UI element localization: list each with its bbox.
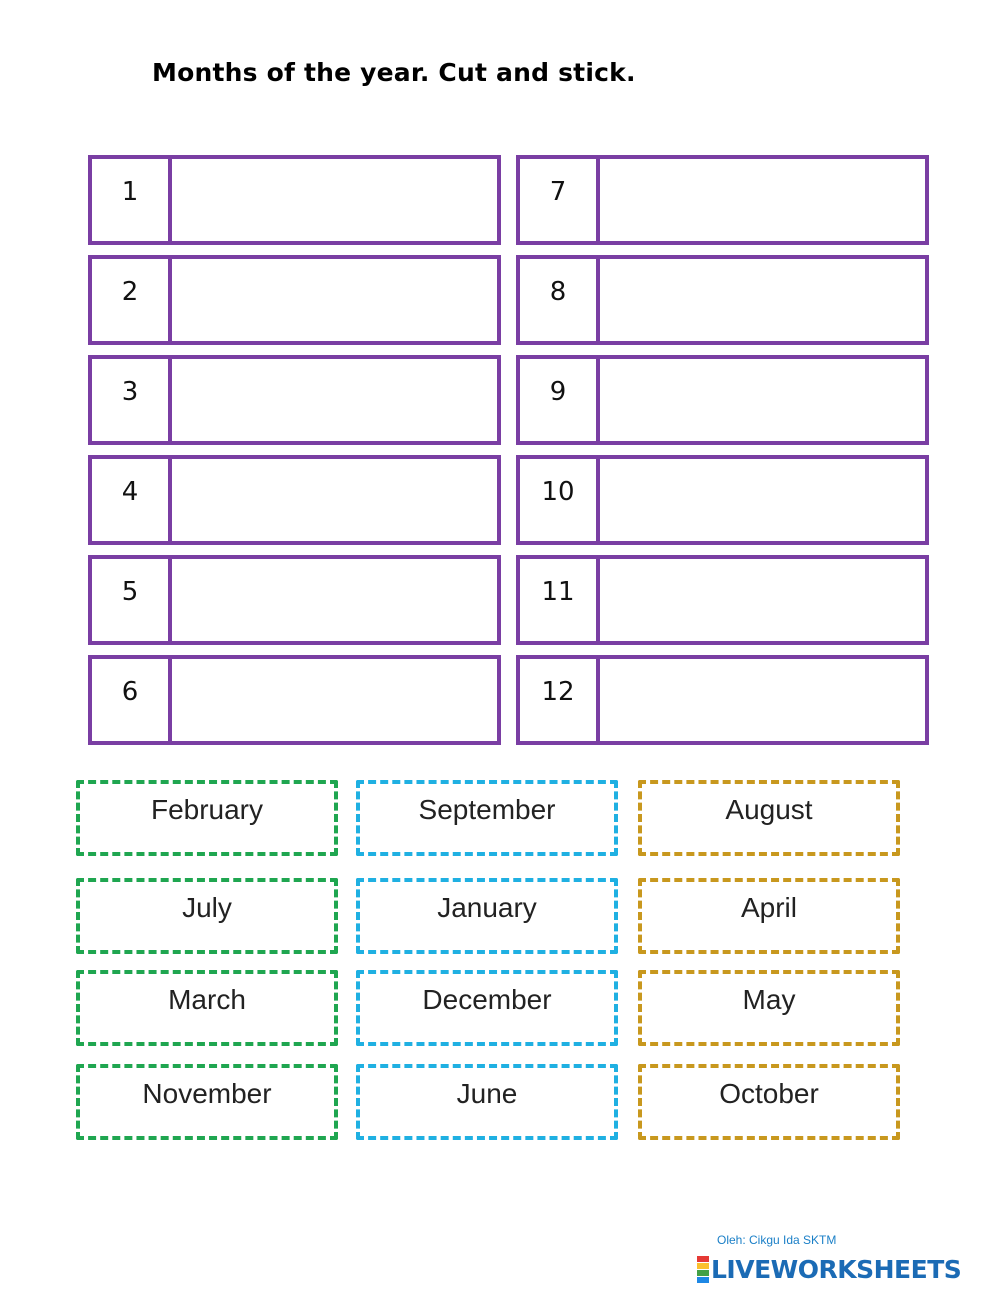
slot-number: 6 — [92, 659, 172, 741]
author-credit: Oleh: Cikgu Ida SKTM — [717, 1233, 837, 1247]
month-slot-10 — [516, 455, 929, 545]
slot-answer-area[interactable] — [600, 159, 925, 241]
month-slot-5 — [88, 555, 501, 645]
month-slot-7 — [516, 155, 929, 245]
month-slot-8 — [516, 255, 929, 345]
month-card-july[interactable]: July — [76, 878, 338, 954]
month-cards — [76, 780, 906, 1145]
slot-answer-area[interactable] — [172, 359, 497, 441]
month-slot-9 — [516, 355, 929, 445]
month-card-november[interactable]: November — [76, 1064, 338, 1140]
brand-name: LIVEWORKSHEETS — [711, 1254, 962, 1284]
slot-number: 2 — [92, 259, 172, 341]
month-card-december[interactable]: December — [356, 970, 618, 1046]
month-card-march[interactable]: March — [76, 970, 338, 1046]
slot-answer-area[interactable] — [600, 559, 925, 641]
slot-answer-area[interactable] — [172, 259, 497, 341]
slot-answer-area[interactable] — [600, 359, 925, 441]
slot-number: 10 — [520, 459, 600, 541]
slot-number: 3 — [92, 359, 172, 441]
liveworksheets-logo — [697, 1254, 961, 1284]
month-slot-6 — [88, 655, 501, 745]
slot-number: 12 — [520, 659, 600, 741]
logo-blocks-icon — [697, 1256, 709, 1283]
month-slot-3 — [88, 355, 501, 445]
slot-answer-area[interactable] — [600, 259, 925, 341]
slot-number: 7 — [520, 159, 600, 241]
month-card-june[interactable]: June — [356, 1064, 618, 1140]
slots-right-column — [516, 155, 929, 755]
slot-answer-area[interactable] — [600, 459, 925, 541]
month-card-may[interactable]: May — [638, 970, 900, 1046]
month-slot-12 — [516, 655, 929, 745]
slot-number: 11 — [520, 559, 600, 641]
slot-number: 8 — [520, 259, 600, 341]
slot-answer-area[interactable] — [172, 159, 497, 241]
month-slot-4 — [88, 455, 501, 545]
slot-number: 4 — [92, 459, 172, 541]
page-title: Months of the year. Cut and stick. — [152, 58, 636, 87]
month-card-august[interactable]: August — [638, 780, 900, 856]
slot-number: 9 — [520, 359, 600, 441]
month-card-january[interactable]: January — [356, 878, 618, 954]
month-card-october[interactable]: October — [638, 1064, 900, 1140]
slot-answer-area[interactable] — [600, 659, 925, 741]
month-slot-1 — [88, 155, 501, 245]
month-card-april[interactable]: April — [638, 878, 900, 954]
slot-answer-area[interactable] — [172, 659, 497, 741]
month-slot-2 — [88, 255, 501, 345]
slot-number: 1 — [92, 159, 172, 241]
slot-answer-area[interactable] — [172, 459, 497, 541]
slot-number: 5 — [92, 559, 172, 641]
slot-answer-area[interactable] — [172, 559, 497, 641]
month-slot-11 — [516, 555, 929, 645]
month-card-february[interactable]: February — [76, 780, 338, 856]
slots-left-column — [88, 155, 501, 755]
month-card-september[interactable]: September — [356, 780, 618, 856]
